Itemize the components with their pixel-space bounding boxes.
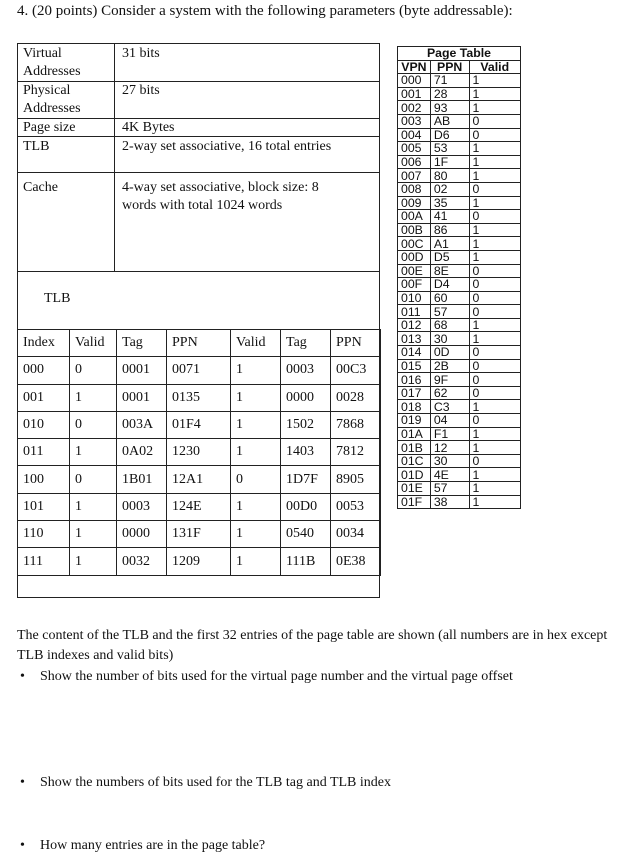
page-table-cell: 0 [469, 359, 520, 373]
page-table-cell: 1 [469, 400, 520, 414]
page-table-row [398, 305, 521, 319]
page-table-cell: 0 [469, 454, 520, 468]
page-table-cell: 9F [430, 373, 469, 387]
tlb-cell: 0 [231, 466, 281, 493]
tlb-cell: 111 [18, 548, 70, 575]
tlb-cell: 0071 [167, 357, 231, 384]
tlb-header: Tag [281, 330, 331, 357]
page-table-cell: 02 [430, 182, 469, 196]
page-table-cell: 005 [398, 142, 431, 156]
tlb-cell: 011 [18, 439, 70, 466]
tlb-header: Index [18, 330, 70, 357]
tlb-cell: 1 [231, 521, 281, 548]
tlb-cell: 0000 [281, 384, 331, 411]
page-table-cell: 1 [469, 250, 520, 264]
page-table-cell: 0 [469, 386, 520, 400]
page-table-cell: 1 [469, 196, 520, 210]
page-table-cell: D6 [430, 128, 469, 142]
page-table-cell: 00D [398, 250, 431, 264]
page-table-cell: 00C [398, 237, 431, 251]
page-table-cell: AB [430, 114, 469, 128]
tlb-cell: 1 [231, 384, 281, 411]
tlb-cell: 131F [167, 521, 231, 548]
page-table-row [398, 468, 521, 482]
page-table-cell: 004 [398, 128, 431, 142]
page-table-row [398, 210, 521, 224]
page-table-row [398, 250, 521, 264]
tlb-cell: 0028 [331, 384, 381, 411]
page-table-row [398, 332, 521, 346]
tlb-cell: 1230 [167, 439, 231, 466]
tlb-cell: 0 [70, 466, 117, 493]
tlb-header: PPN [331, 330, 381, 357]
tlb-cell: 010 [18, 411, 70, 438]
page-table-row [398, 291, 521, 305]
tlb-cell: 0003 [117, 493, 167, 520]
page-table-cell: 1 [469, 332, 520, 346]
page-table-row [398, 278, 521, 292]
page-table-cell: 35 [430, 196, 469, 210]
page-table-row [398, 482, 521, 496]
param-value: 4-way set associative, block size: 8 words with total 1024 words [122, 180, 319, 213]
page-table-header: Valid [469, 60, 520, 74]
page-table-row [398, 454, 521, 468]
page-table-row [398, 87, 521, 101]
page-table-cell: 015 [398, 359, 431, 373]
tlb-cell: 7812 [331, 439, 381, 466]
page-table [397, 46, 521, 509]
page-table-cell: 012 [398, 318, 431, 332]
page-table-cell: 007 [398, 169, 431, 183]
page-table-cell: 0 [469, 182, 520, 196]
page-table-cell: 00E [398, 264, 431, 278]
tlb-cell: 1502 [281, 411, 331, 438]
page-table-cell: 001 [398, 87, 431, 101]
page-table-header-row [398, 60, 521, 74]
page-table-cell: 28 [430, 87, 469, 101]
page-table-cell: 53 [430, 142, 469, 156]
tlb-cell: 1 [231, 548, 281, 575]
param-value: 2-way set associative, 16 total entries [122, 139, 332, 154]
page-table-row [398, 101, 521, 115]
param-col-divider [114, 44, 115, 272]
tlb-cell: 001 [18, 384, 70, 411]
page-table-cell: 003 [398, 114, 431, 128]
page-table-row [398, 359, 521, 373]
tlb-cell: 100 [18, 466, 70, 493]
page-table-cell: 01D [398, 468, 431, 482]
param-label: Physical Addresses [23, 83, 81, 116]
page-table-cell: 00F [398, 278, 431, 292]
tlb-cell: 0540 [281, 521, 331, 548]
page-table-cell: F1 [430, 427, 469, 441]
tlb-cell: 0 [70, 411, 117, 438]
page-table-cell: A1 [430, 237, 469, 251]
page-table-cell: D5 [430, 250, 469, 264]
page-table-cell: 68 [430, 318, 469, 332]
tlb-cell: 0034 [331, 521, 381, 548]
page-table-cell: 019 [398, 414, 431, 428]
page-table-row [398, 114, 521, 128]
tlb-cell: 1D7F [281, 466, 331, 493]
page-table-cell: 30 [430, 332, 469, 346]
page-table-cell: 01F [398, 495, 431, 509]
question-item: How many entries are in the page table? [40, 838, 266, 853]
tlb-cell: 12A1 [167, 466, 231, 493]
tlb-cell: 0001 [117, 357, 167, 384]
param-value: 31 bits [122, 46, 160, 61]
page-table-cell: 1 [469, 169, 520, 183]
question-item: Show the numbers of bits used for the TLB tag and TLB index [40, 775, 391, 790]
page-table-row [398, 386, 521, 400]
page-table-cell: 12 [430, 441, 469, 455]
page-table-cell: 0 [469, 305, 520, 319]
page-table-row [398, 74, 521, 88]
page-table-cell: 1 [469, 142, 520, 156]
page-table-row [398, 373, 521, 387]
tlb-cell: 1 [231, 411, 281, 438]
page-table-row [398, 237, 521, 251]
page-table-cell: 0 [469, 373, 520, 387]
page-table-cell: 000 [398, 74, 431, 88]
tlb-cell: 0001 [117, 384, 167, 411]
page-table-cell: 8E [430, 264, 469, 278]
tlb-table [17, 329, 381, 576]
tlb-cell: 1 [231, 439, 281, 466]
page-table-row [398, 169, 521, 183]
page-table-row [398, 264, 521, 278]
page-table-cell: 01B [398, 441, 431, 455]
tlb-header-row [18, 330, 381, 357]
page-table-cell: 04 [430, 414, 469, 428]
page-table-cell: 1 [469, 223, 520, 237]
param-row-divider [18, 172, 379, 173]
tlb-row [18, 411, 381, 438]
page-table-row [398, 318, 521, 332]
tlb-cell: 111B [281, 548, 331, 575]
page-table-cell: 38 [430, 495, 469, 509]
tlb-cell: 1209 [167, 548, 231, 575]
tlb-cell: 0E38 [331, 548, 381, 575]
tlb-cell: 1 [231, 493, 281, 520]
tlb-cell: 1 [231, 357, 281, 384]
page-table-cell: 30 [430, 454, 469, 468]
page-table-cell: 0 [469, 210, 520, 224]
page-table-cell: 1 [469, 482, 520, 496]
tlb-cell: 7868 [331, 411, 381, 438]
page-table-cell: 86 [430, 223, 469, 237]
tlb-row [18, 357, 381, 384]
question-item: Show the number of bits used for the virtual page number and the virtual page offset [40, 669, 513, 684]
page-table-cell: 011 [398, 305, 431, 319]
page-table-cell: 014 [398, 346, 431, 360]
page-table-cell: 1 [469, 237, 520, 251]
tlb-cell: 1 [70, 493, 117, 520]
page-table-cell: C3 [430, 400, 469, 414]
param-value: 27 bits [122, 83, 160, 98]
tlb-cell: 0135 [167, 384, 231, 411]
page-table-row [398, 441, 521, 455]
param-row-divider [18, 271, 379, 272]
bullet-icon: • [20, 775, 25, 790]
page-table-cell: 4E [430, 468, 469, 482]
tlb-cell: 01F4 [167, 411, 231, 438]
page-table-cell: 41 [430, 210, 469, 224]
page-table-cell: 1 [469, 155, 520, 169]
page-table-cell: 62 [430, 386, 469, 400]
page-table-cell: 57 [430, 482, 469, 496]
page-table-row [398, 142, 521, 156]
page-table-row [398, 155, 521, 169]
page-table-row [398, 196, 521, 210]
tlb-row [18, 521, 381, 548]
tlb-row [18, 384, 381, 411]
page-table-cell: 010 [398, 291, 431, 305]
page-table-cell: 60 [430, 291, 469, 305]
page-table-cell: 016 [398, 373, 431, 387]
page-table-cell: 2B [430, 359, 469, 373]
tlb-cell: 8905 [331, 466, 381, 493]
page-table-cell: 00B [398, 223, 431, 237]
page-table-cell: 80 [430, 169, 469, 183]
page-table-cell: 008 [398, 182, 431, 196]
page-table-cell: 0 [469, 414, 520, 428]
tlb-cell: 000 [18, 357, 70, 384]
page-table-cell: 0 [469, 346, 520, 360]
page-table-row [398, 182, 521, 196]
page-table-cell: 018 [398, 400, 431, 414]
question-title: 4. (20 points) Consider a system with the following parameters (byte addressable): [17, 3, 513, 19]
tlb-cell: 00D0 [281, 493, 331, 520]
page-table-cell: 002 [398, 101, 431, 115]
page-table-cell: 1 [469, 468, 520, 482]
page-table-cell: 0 [469, 264, 520, 278]
page-table-row [398, 427, 521, 441]
page-table-row [398, 400, 521, 414]
page-table-cell: 1F [430, 155, 469, 169]
page-table-cell: D4 [430, 278, 469, 292]
tlb-header: Valid [70, 330, 117, 357]
page-table-header: VPN [398, 60, 431, 74]
tlb-cell: 1 [70, 548, 117, 575]
tlb-cell: 0 [70, 357, 117, 384]
page-table-row [398, 495, 521, 509]
page-table-cell: 0D [430, 346, 469, 360]
page-table-row [398, 223, 521, 237]
tlb-cell: 0003 [281, 357, 331, 384]
page-table-cell: 006 [398, 155, 431, 169]
bullet-icon: • [20, 838, 25, 853]
page-table-cell: 013 [398, 332, 431, 346]
param-label: TLB [23, 139, 50, 154]
tlb-header: Tag [117, 330, 167, 357]
page-table-cell: 93 [430, 101, 469, 115]
page-table-cell: 1 [469, 74, 520, 88]
page-table-cell: 1 [469, 495, 520, 509]
page-table-row [398, 128, 521, 142]
param-label: Virtual Addresses [23, 46, 81, 79]
param-value: 4K Bytes [122, 120, 175, 135]
page-table-cell: 0 [469, 128, 520, 142]
tlb-label: TLB [44, 291, 71, 306]
page-table-cell: 01E [398, 482, 431, 496]
tlb-header: Valid [231, 330, 281, 357]
page-table-title: Page Table [398, 47, 521, 61]
page-table-row [398, 346, 521, 360]
page-table-cell: 1 [469, 87, 520, 101]
tlb-cell: 1403 [281, 439, 331, 466]
page-table-title-row [398, 47, 521, 61]
page-table-cell: 57 [430, 305, 469, 319]
page-table-cell: 009 [398, 196, 431, 210]
tlb-cell: 124E [167, 493, 231, 520]
tlb-row [18, 548, 381, 575]
page-table-cell: 1 [469, 318, 520, 332]
page-table-header: PPN [430, 60, 469, 74]
page-table-cell: 01A [398, 427, 431, 441]
tlb-cell: 1 [70, 439, 117, 466]
page-table-cell: 01C [398, 454, 431, 468]
page-table-row [398, 414, 521, 428]
page-table-cell: 1 [469, 427, 520, 441]
tlb-cell: 0A02 [117, 439, 167, 466]
tlb-row [18, 493, 381, 520]
tlb-cell: 101 [18, 493, 70, 520]
tlb-cell: 00C3 [331, 357, 381, 384]
page-table-cell: 1 [469, 441, 520, 455]
page-table-cell: 71 [430, 74, 469, 88]
page-table-cell: 017 [398, 386, 431, 400]
page-table-cell: 0 [469, 291, 520, 305]
param-label: Page size [23, 120, 76, 135]
description-text: The content of the TLB and the first 32 entries of the page table are shown (all numbers are in hex except TLB indexes and valid bits) [17, 628, 608, 663]
page-table-cell: 0 [469, 278, 520, 292]
tlb-cell: 003A [117, 411, 167, 438]
tlb-cell: 0032 [117, 548, 167, 575]
tlb-row [18, 439, 381, 466]
tlb-cell: 1 [70, 384, 117, 411]
page-table-cell: 1 [469, 101, 520, 115]
tlb-cell: 0000 [117, 521, 167, 548]
tlb-cell: 1B01 [117, 466, 167, 493]
tlb-header: PPN [167, 330, 231, 357]
tlb-cell: 0053 [331, 493, 381, 520]
tlb-row [18, 466, 381, 493]
bullet-icon: • [20, 669, 25, 684]
page-table-cell: 00A [398, 210, 431, 224]
tlb-cell: 110 [18, 521, 70, 548]
page-table-cell: 0 [469, 114, 520, 128]
tlb-cell: 1 [70, 521, 117, 548]
param-label: Cache [23, 180, 58, 195]
